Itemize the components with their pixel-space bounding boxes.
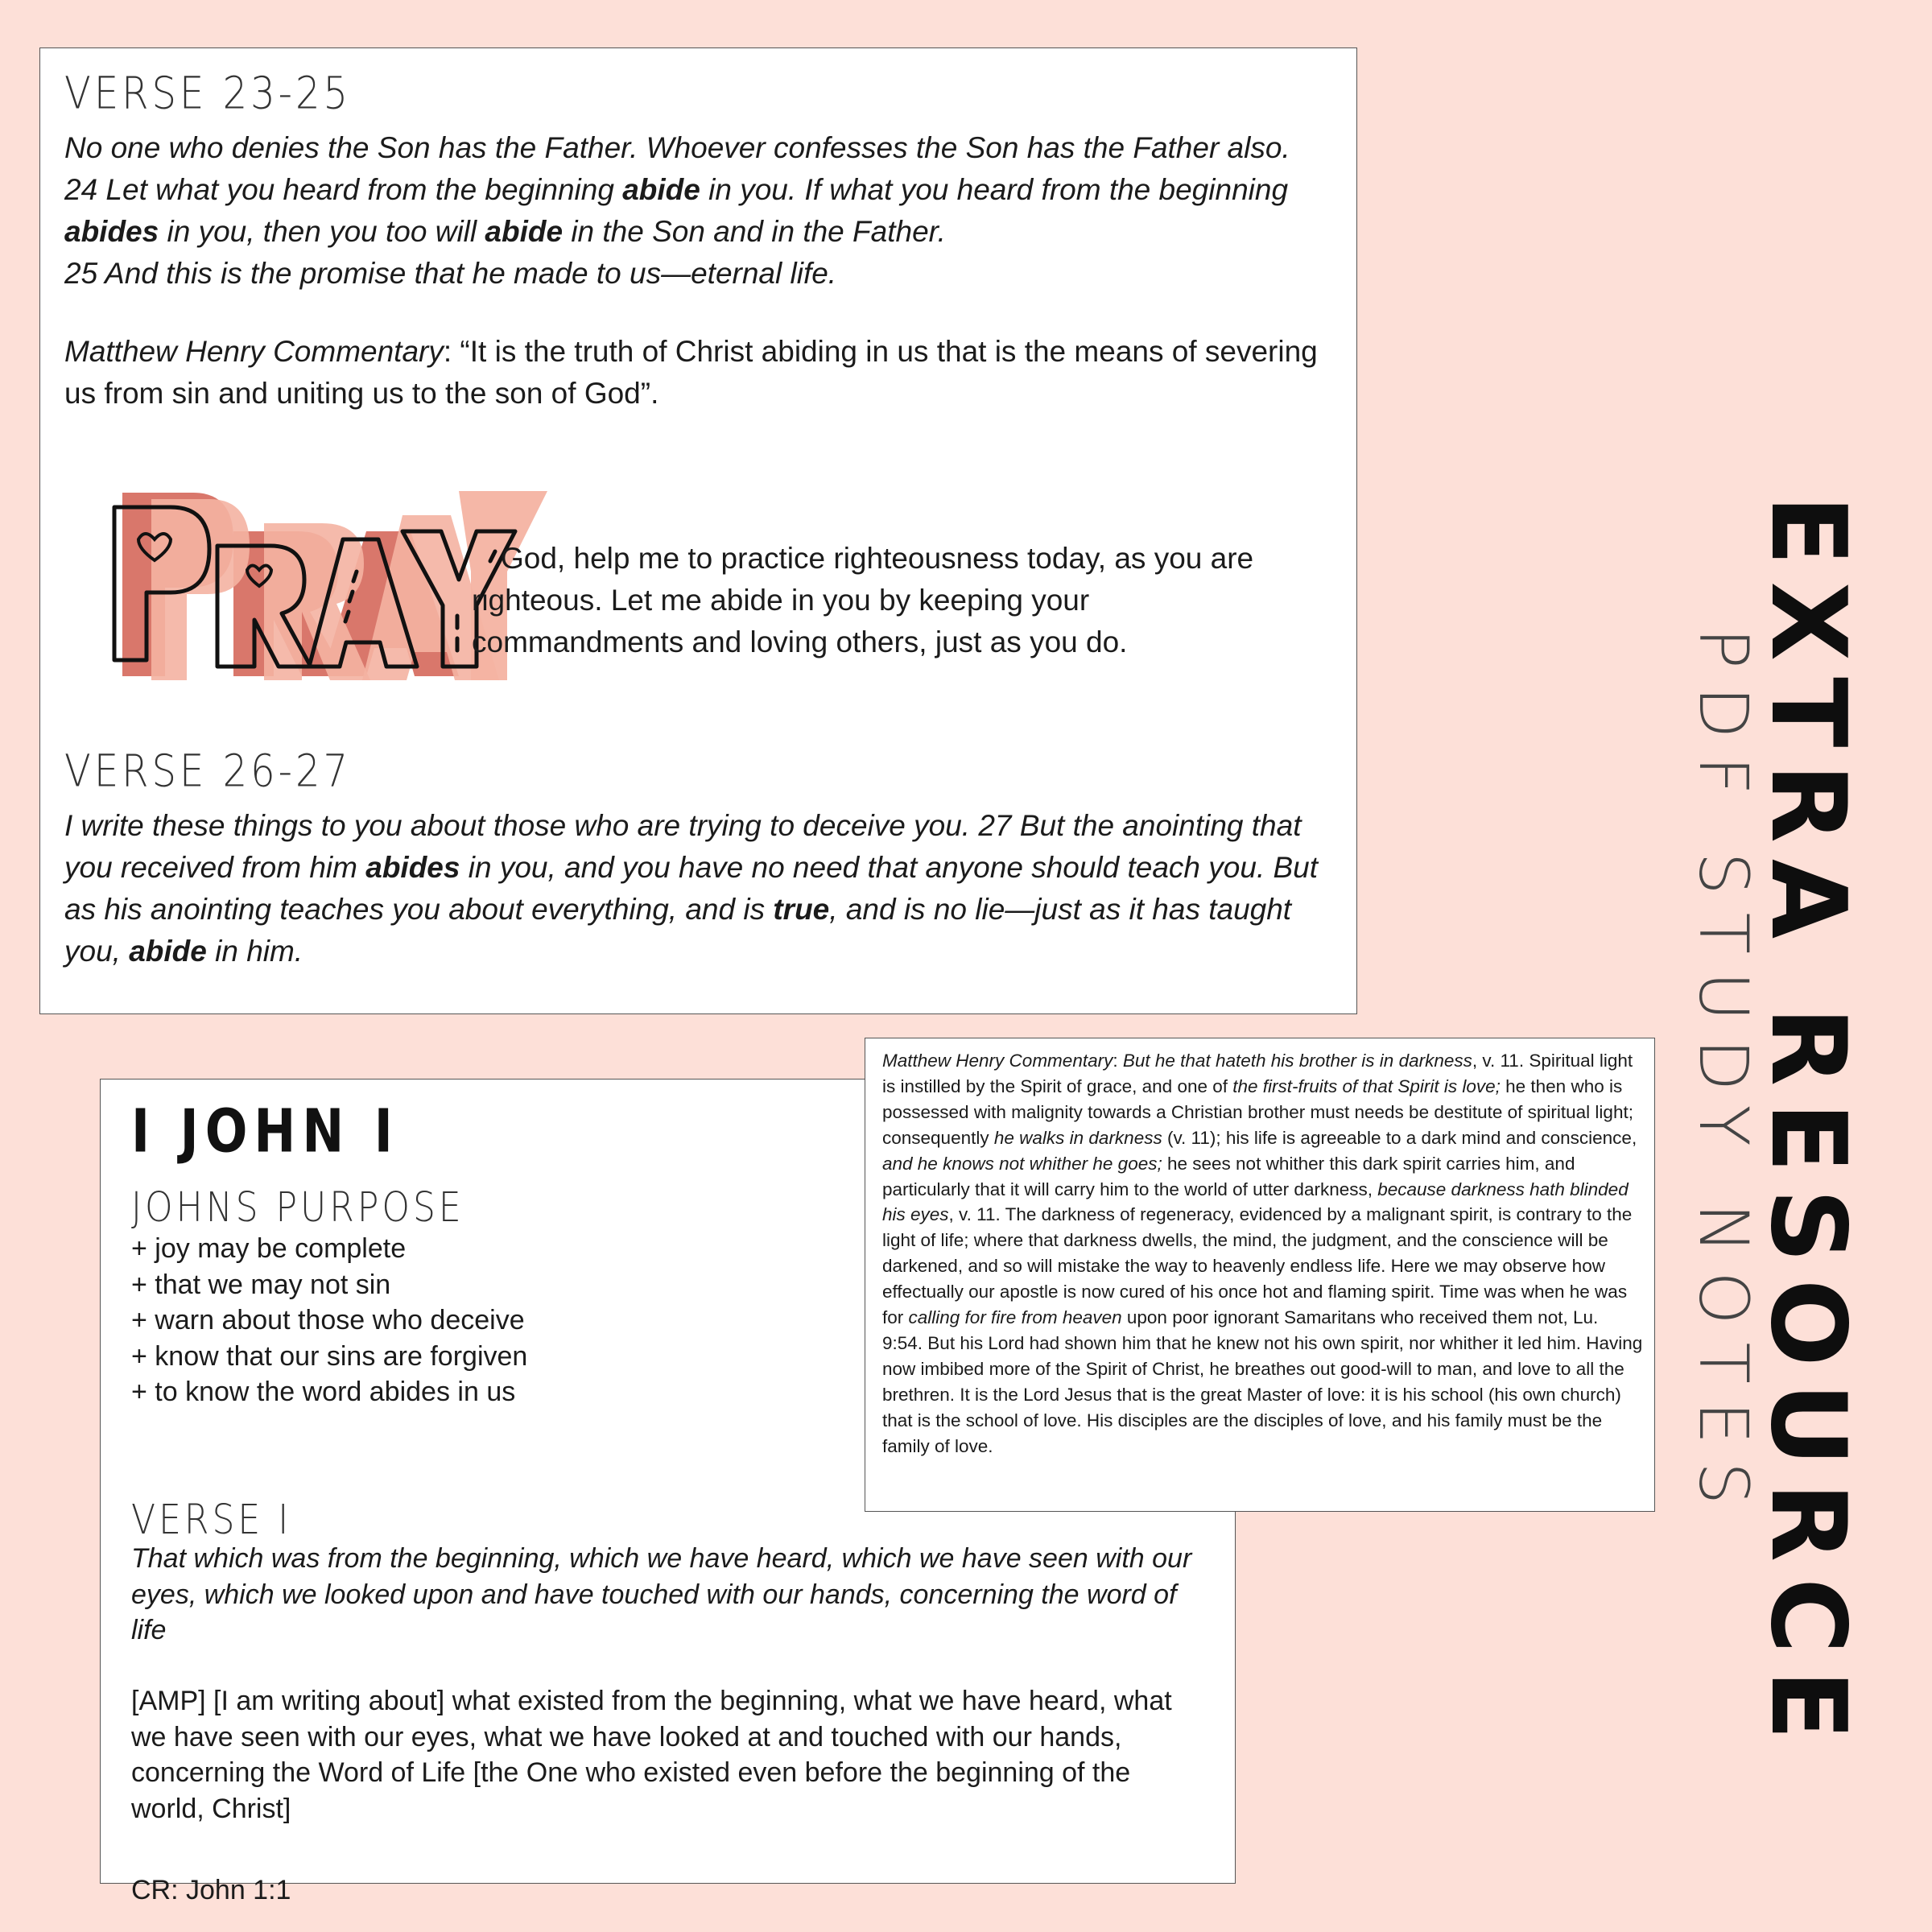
verse-heading: VERSE I	[131, 1496, 292, 1544]
verse-text: I write these things to you about those who are trying to deceive you. 27 But the anointing that you received from him abides in you, and you have no need that anyone should teach you. But as his anointing teaches you about everything, and is true, and is no lie—just as it has taught you, abide in him.	[64, 809, 1319, 968]
verse-heading: VERSE 26-27	[64, 745, 352, 798]
verse-heading: VERSE 23-25	[64, 68, 352, 120]
commentary-text: Matthew Henry Commentary: But he that hateth his brother is in darkness, v. 11. Spiritual light is instilled by the Spirit of grace, and one of the first-fruits of that Spirit is love; he then who is possessed with malignity towards a Christian brother must needs be destitute of spiritual light; consequently he walks in darkness (v. 11); his life is agreeable to a dark mind and conscience, and he knows not whither he goes; he sees not whither this dark spirit carries him, and particularly that it will carry him to the world of utter darkness, because darkness hath blinded his eyes, v. 11. The darkness of regeneracy, evidenced by a malignant spirit, is contrary to the light of life; where that darkness dwells, the mind, the judgment, and the conscience will be darkened, and so will mistake the way to heavenly endless life. Here we may observe how effectually our apostle is now cured of his once hot and flaming spirit. Time was when he was for calling for fire from heaven upon poor ignorant Samaritans who received them not, Lu. 9:54. But his Lord had shown him that he knew not his own spirit, nor whither it led him. Having now imbibed more of the Spirit of Christ, he breathes out good-will to man, and love to all the brethren. It is the Lord Jesus that is the great Master of love: it is his school (his own church) that is the school of love. His disciples are the disciples of love, and his family must be the family of love.	[882, 1051, 1643, 1456]
pray-prayer-text: God, help me to practice righteousness today, as you are righteous. Let me abide in you by keeping your commandments and loving others, just as you do.	[472, 542, 1254, 658]
purpose-list	[131, 1231, 527, 1410]
list-item: + joy may be complete	[131, 1233, 407, 1264]
verse-card-top	[39, 47, 1357, 1014]
list-item: + that we may not sin	[131, 1269, 391, 1300]
extra-resource-label	[1748, 495, 1892, 1757]
commentary-card	[865, 1038, 1655, 1512]
pdf-study-notes-text: PDF STUDY NOTES	[1684, 628, 1763, 1523]
amp-text: [AMP] [I am writing about] what existed from the beginning, what we have heard, what we have seen with our eyes, what we have looked at and touched with our hands, concerning the Word of Life [the One who existed even before the beginning of the world, Christ]	[131, 1686, 1172, 1824]
commentary-label: Matthew Henry Commentary	[64, 335, 444, 368]
commentary-quote	[64, 331, 1320, 415]
list-item: + to know the word abides in us	[131, 1377, 516, 1407]
list-item: + know that our sins are forgiven	[131, 1340, 528, 1372]
purpose-heading: JOHNS PURPOSE	[131, 1184, 464, 1232]
commentary-text: : “It is the truth of Christ abiding in us that is the means of severing us from sin and uniting us to the son of God”.	[64, 335, 1318, 410]
list-item: + warn about those who deceive	[131, 1305, 525, 1335]
verse-text: That which was from the beginning, which we have heard, which we have seen with our eyes, which we looked upon and have touched with our hands, concerning the word of life	[131, 1543, 1192, 1645]
extra-resource-text: EXTRA RESOURCE	[1748, 495, 1868, 1757]
book-title: I JOHN I	[131, 1096, 399, 1166]
verse-text: No one who denies the Son has the Father. Whoever confesses the Son has the Father also. 24 Let what you heard from the beginning abide in you. If what you heard from the beginning abides in you, then you too will abide in the Son and in the Father. 25 And this is the promise that he made to us—eternal life.	[64, 131, 1290, 290]
cross-reference: CR: John 1:1	[131, 1875, 291, 1905]
